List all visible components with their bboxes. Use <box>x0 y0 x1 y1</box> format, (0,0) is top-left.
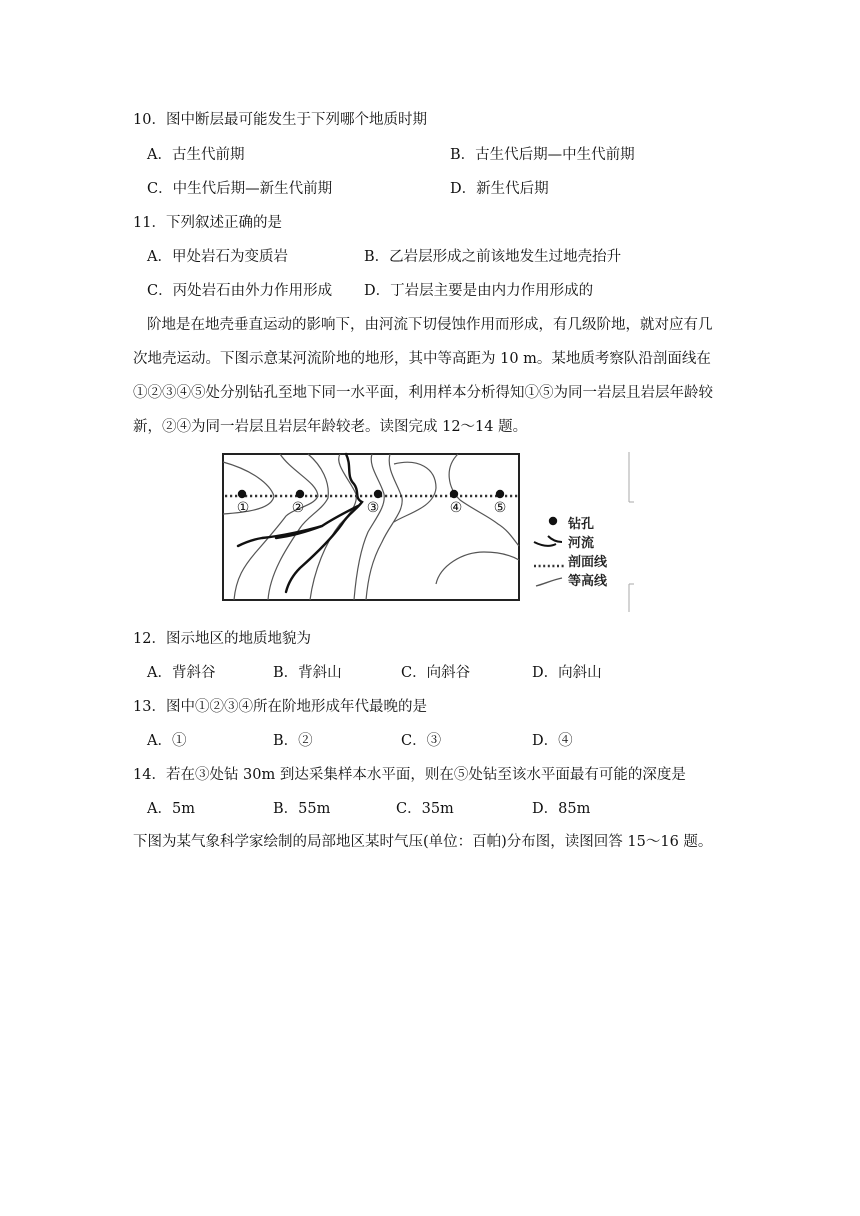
intro-line-2: 次地壳运动。下图示意某河流阶地的地形，其中等高距为 10 m。某地质考察队沿剖面线在 <box>133 351 711 367</box>
q14-stem: 14．若在③处钻 30m 到达采集样本水平面，则在⑤处钻至该水平面最有可能的深度是 <box>133 767 686 783</box>
q13-option-d: D．④ <box>532 733 573 749</box>
q12-option-c: C．向斜谷 <box>401 665 471 681</box>
terrace-contour-map <box>222 452 642 614</box>
legend-contour-label: 等高线 <box>568 574 608 589</box>
q13-option-b: B．② <box>273 733 313 749</box>
q11-option-c: C．丙处岩石由外力作用形成 <box>147 283 333 299</box>
q14-option-c: C．35m <box>396 801 454 817</box>
q13-stem: 13．图中①②③④所在阶地形成年代最晚的是 <box>133 699 427 715</box>
legend-profile-label: 剖面线 <box>568 555 608 570</box>
q10-option-a: A．古生代前期 <box>147 147 245 163</box>
drill-hole-3 <box>374 490 382 498</box>
point-label-2: ② <box>291 500 305 516</box>
map-legend <box>534 452 634 612</box>
intro-line-4: 新，②④为同一岩层且岩层年龄较老。读图完成 12～14 题。 <box>133 419 528 435</box>
drill-hole-2 <box>296 490 304 498</box>
legend-river-label: 河流 <box>568 536 595 551</box>
intro-paragraph <box>133 308 747 444</box>
q12-option-b: B．背斜山 <box>273 665 342 681</box>
legend-drill-symbol <box>549 517 557 525</box>
q10-stem: 10．图中断层最可能发生于下列哪个地质时期 <box>133 112 427 128</box>
q12-option-d: D．向斜山 <box>532 665 602 681</box>
q11-option-a: A．甲处岩石为变质岩 <box>147 249 288 265</box>
q10-option-b: B．古生代后期—中生代前期 <box>450 147 635 163</box>
outro-instruction: 下图为某气象科学家绘制的局部地区某时气压(单位：百帕)分布图，读图回答 15～16 题。 <box>133 834 713 850</box>
intro-line-1: 阶地是在地壳垂直运动的影响下，由河流下切侵蚀作用而形成，有几级阶地，就对应有几 <box>147 317 713 333</box>
drill-hole-1 <box>238 490 246 498</box>
legend-river-symbol <box>534 536 562 546</box>
point-label-3: ③ <box>366 500 380 516</box>
legend-contour-symbol <box>536 578 562 586</box>
point-label-4: ④ <box>449 500 463 516</box>
legend-drill-label: 钻孔 <box>568 517 595 532</box>
q12-stem: 12．图示地区的地质地貌为 <box>133 631 311 647</box>
q11-option-d: D．丁岩层主要是由内力作用形成的 <box>364 283 594 299</box>
q14-option-d: D．85m <box>532 801 591 817</box>
q10-option-d: D．新生代后期 <box>450 181 549 197</box>
q11-option-b: B．乙岩层形成之前该地发生过地壳抬升 <box>364 249 622 265</box>
q14-option-a: A．5m <box>147 801 195 817</box>
q10-option-c: C．中生代后期—新生代前期 <box>147 181 333 197</box>
drill-hole-4 <box>450 490 458 498</box>
intro-line-3: ①②③④⑤处分别钻孔至地下同一水平面，利用样本分析得知①⑤为同一岩层且岩层年龄较 <box>133 385 713 401</box>
q12-option-a: A．背斜谷 <box>147 665 216 681</box>
q13-option-c: C．③ <box>401 733 442 749</box>
point-label-1: ① <box>236 500 250 516</box>
q14-option-b: B．55m <box>273 801 331 817</box>
point-label-5: ⑤ <box>493 500 507 516</box>
drill-hole-5 <box>496 490 504 498</box>
q11-stem: 11．下列叙述正确的是 <box>133 215 282 231</box>
q13-option-a: A．① <box>147 733 187 749</box>
